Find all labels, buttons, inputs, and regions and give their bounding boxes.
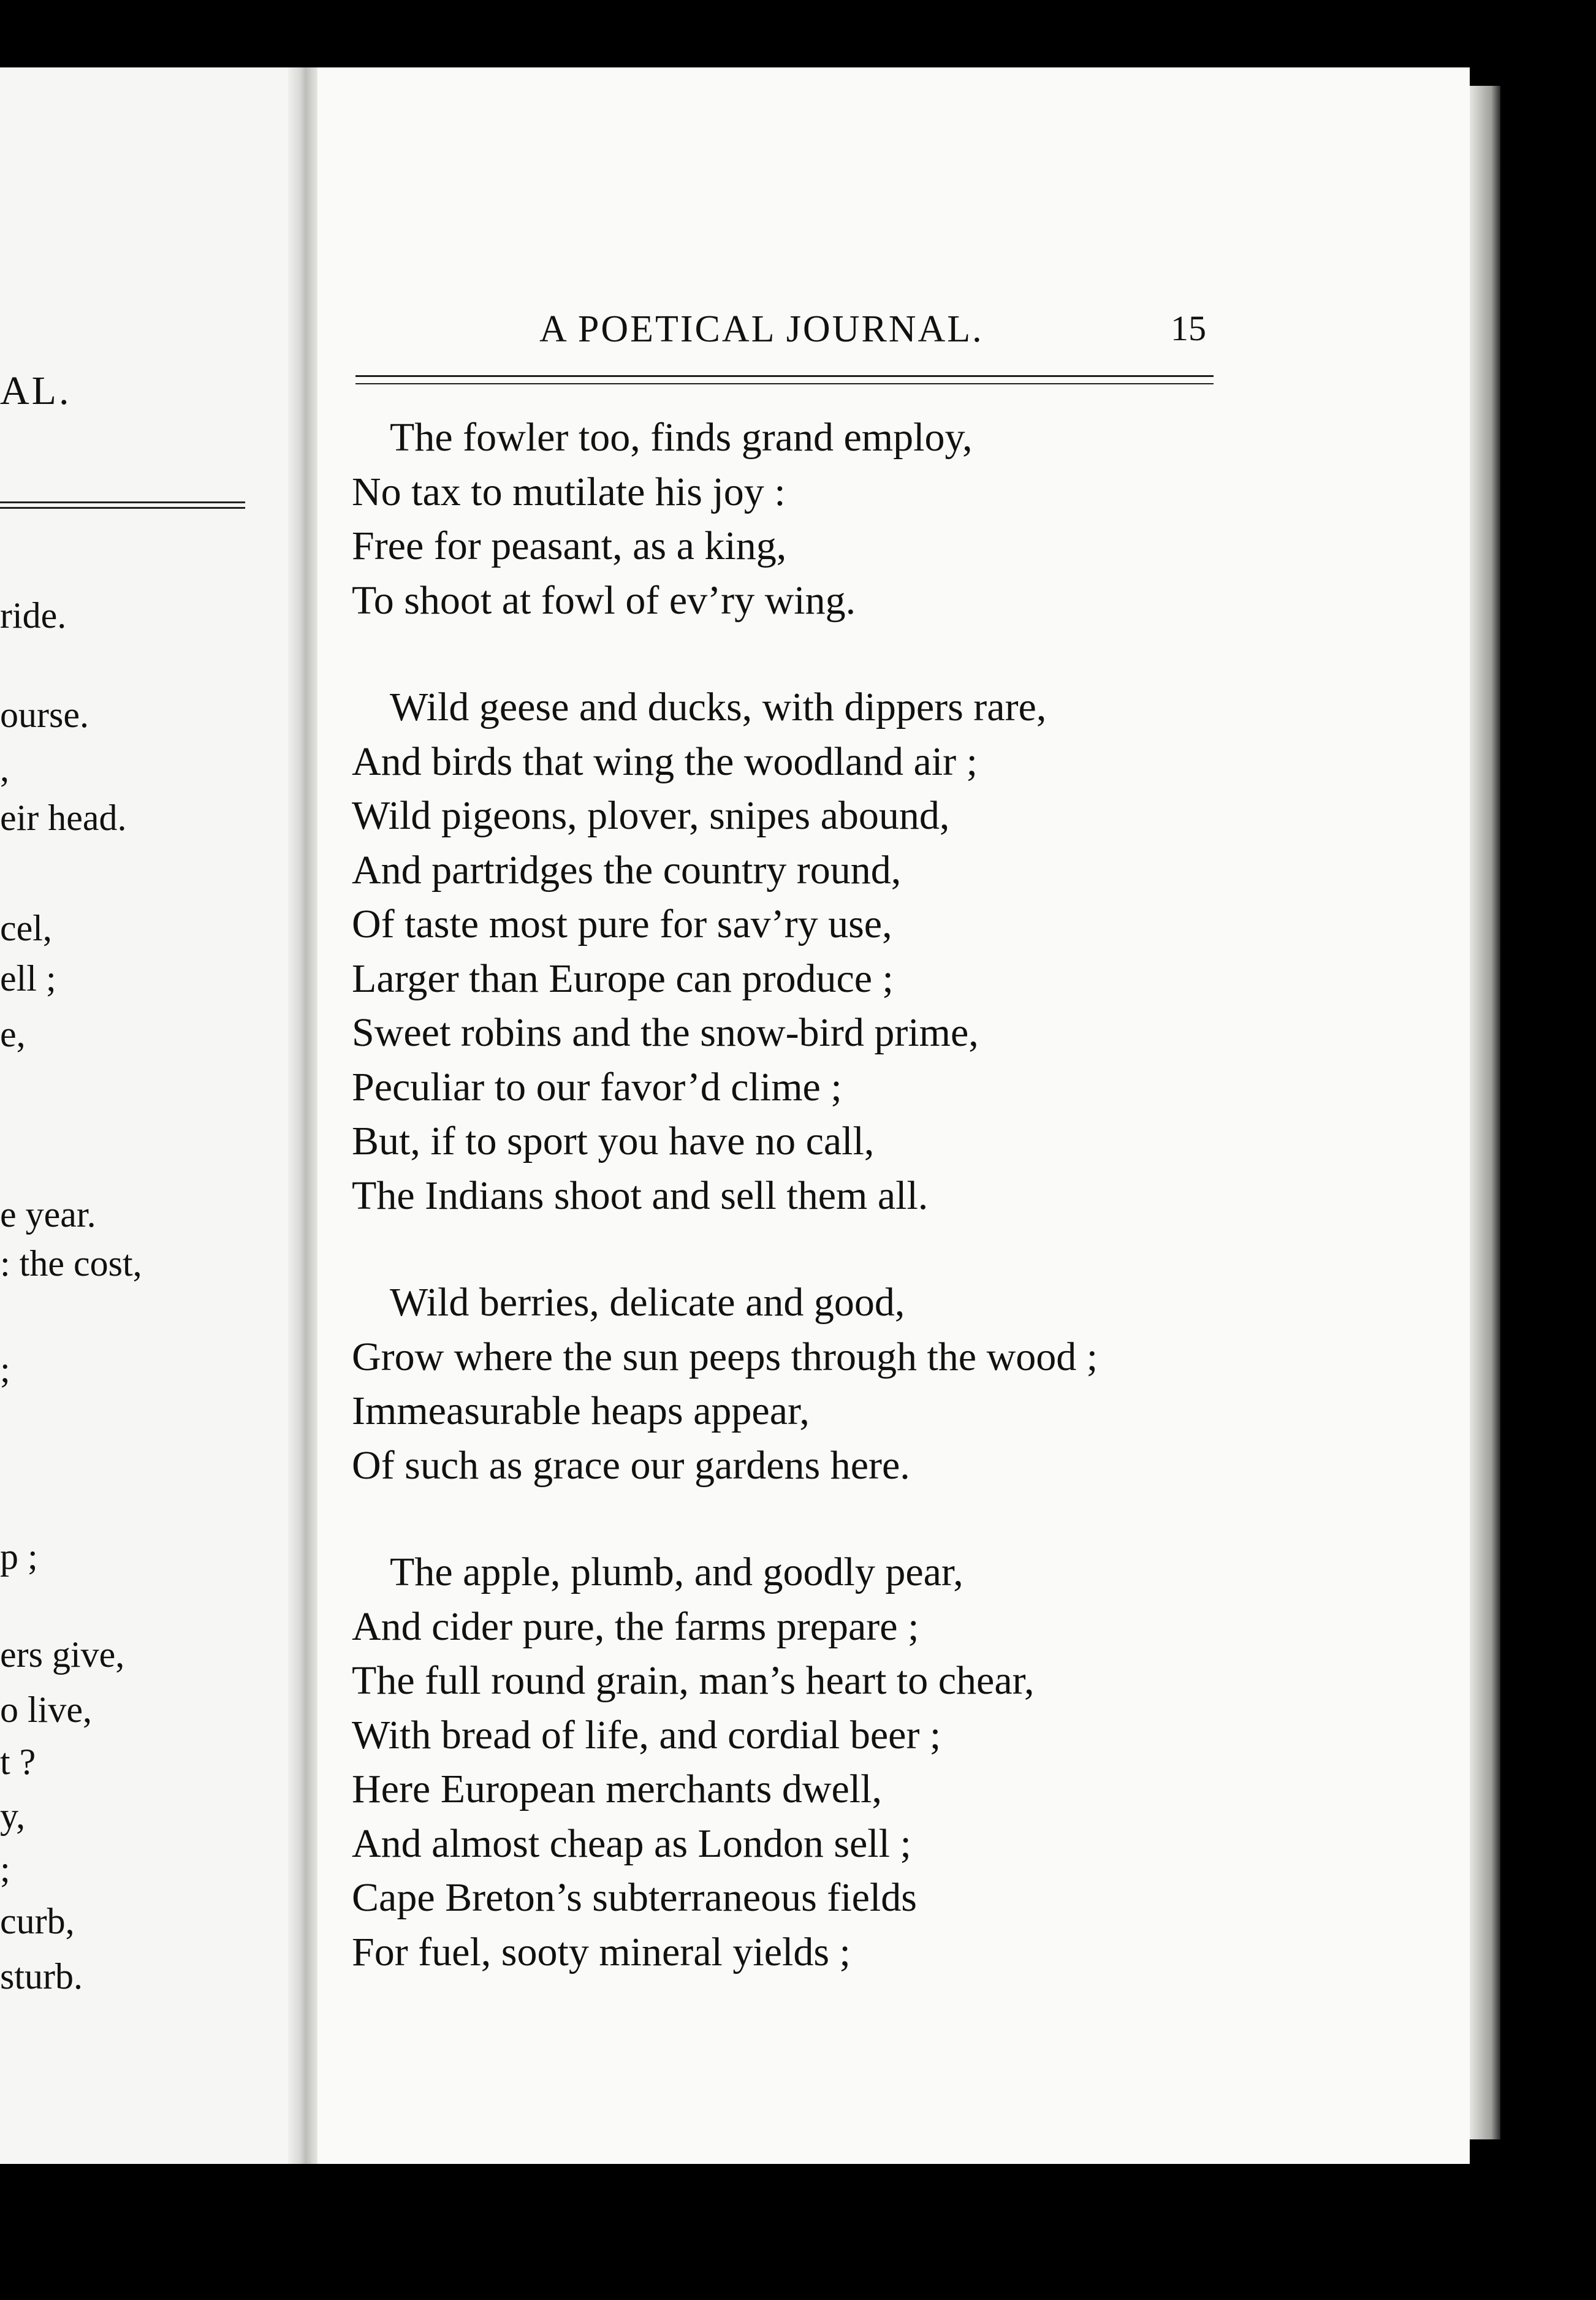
verse-line: And partridges the country round, [352,847,902,893]
header-double-rule [355,375,1214,384]
running-head: A POETICAL JOURNAL. [539,308,984,350]
verse-line: And cider pure, the farms prepare ; [352,1604,919,1649]
page-edge-shadow [1470,86,1500,2139]
left-line-ending: : the cost, [0,1243,142,1284]
left-line-ending: ride. [0,595,67,636]
left-line-ending: p ; [0,1536,38,1577]
left-line-ending: t ? [0,1742,36,1782]
verse-line: The apple, plumb, and goodly pear, [390,1550,963,1594]
verse-line: Wild berries, delicate and good, [390,1280,905,1325]
left-line-ending: eir head. [0,798,127,838]
verse-line: Here European merchants dwell, [352,1767,882,1811]
left-line-ending: y, [0,1795,26,1836]
verse-line: To shoot at fowl of ev’ry wing. [352,577,856,623]
verse-line: The fowler too, finds grand employ, [390,415,973,460]
verse-line: Of such as grace our gardens here. [352,1442,910,1488]
page-number: 15 [1171,308,1206,348]
verse-line: And birds that wing the woodland air ; [352,739,978,784]
left-line-ending: , [0,748,9,789]
verse-line: But, if to sport you have no call, [352,1119,875,1163]
verse-line: Immeasurable heaps appear, [352,1388,810,1433]
left-line-ending: ell ; [0,958,56,999]
poem-text [352,411,1271,2032]
verse-line: Cape Breton’s subterraneous fields [352,1875,917,1920]
stanza [352,1276,1271,1493]
verse-line: Free for peasant, as a king, [352,524,787,568]
left-line-ending: ers give, [0,1634,125,1675]
verse-line: The full round grain, man’s heart to chear, [352,1658,1035,1703]
left-header-rule [0,501,245,509]
verse-line: Sweet robins and the snow-bird prime, [352,1010,979,1055]
left-line-ending: cel, [0,908,52,948]
book-gutter [288,67,317,2164]
left-facing-page [0,67,288,2164]
left-line-ending: ; [0,1349,10,1390]
left-line-ending: ourse. [0,695,89,735]
verse-line: For fuel, sooty mineral yields ; [352,1929,851,1974]
verse-line: Wild pigeons, plover, snipes abound, [352,793,950,838]
stanza [352,1545,1271,1979]
left-line-ending: ; [0,1849,10,1889]
verse-line: Grow where the sun peeps through the wood ; [352,1334,1098,1379]
left-line-ending: e year. [0,1194,96,1235]
verse-line: Larger than Europe can produce ; [352,956,894,1001]
stanza [352,411,1271,628]
left-line-ending: curb, [0,1901,75,1941]
verse-line: No tax to mutilate his joy : [352,469,786,514]
left-line-ending: o live, [0,1689,92,1730]
verse-line: The Indians shoot and sell them all. [352,1173,929,1218]
verse-line: Of taste most pure for sav’ry use, [352,902,892,946]
verse-line: And almost cheap as London sell ; [352,1821,911,1866]
stanza [352,680,1271,1223]
left-running-head-fragment: AL. [0,368,72,413]
left-line-ending: e, [0,1014,26,1054]
verse-line: With bread of life, and cordial beer ; [352,1712,941,1757]
verse-line: Peculiar to our favor’d clime ; [352,1064,842,1110]
verse-line: Wild geese and ducks, with dippers rare, [390,685,1047,729]
right-page [317,67,1470,2164]
left-line-ending: sturb. [0,1956,83,1997]
